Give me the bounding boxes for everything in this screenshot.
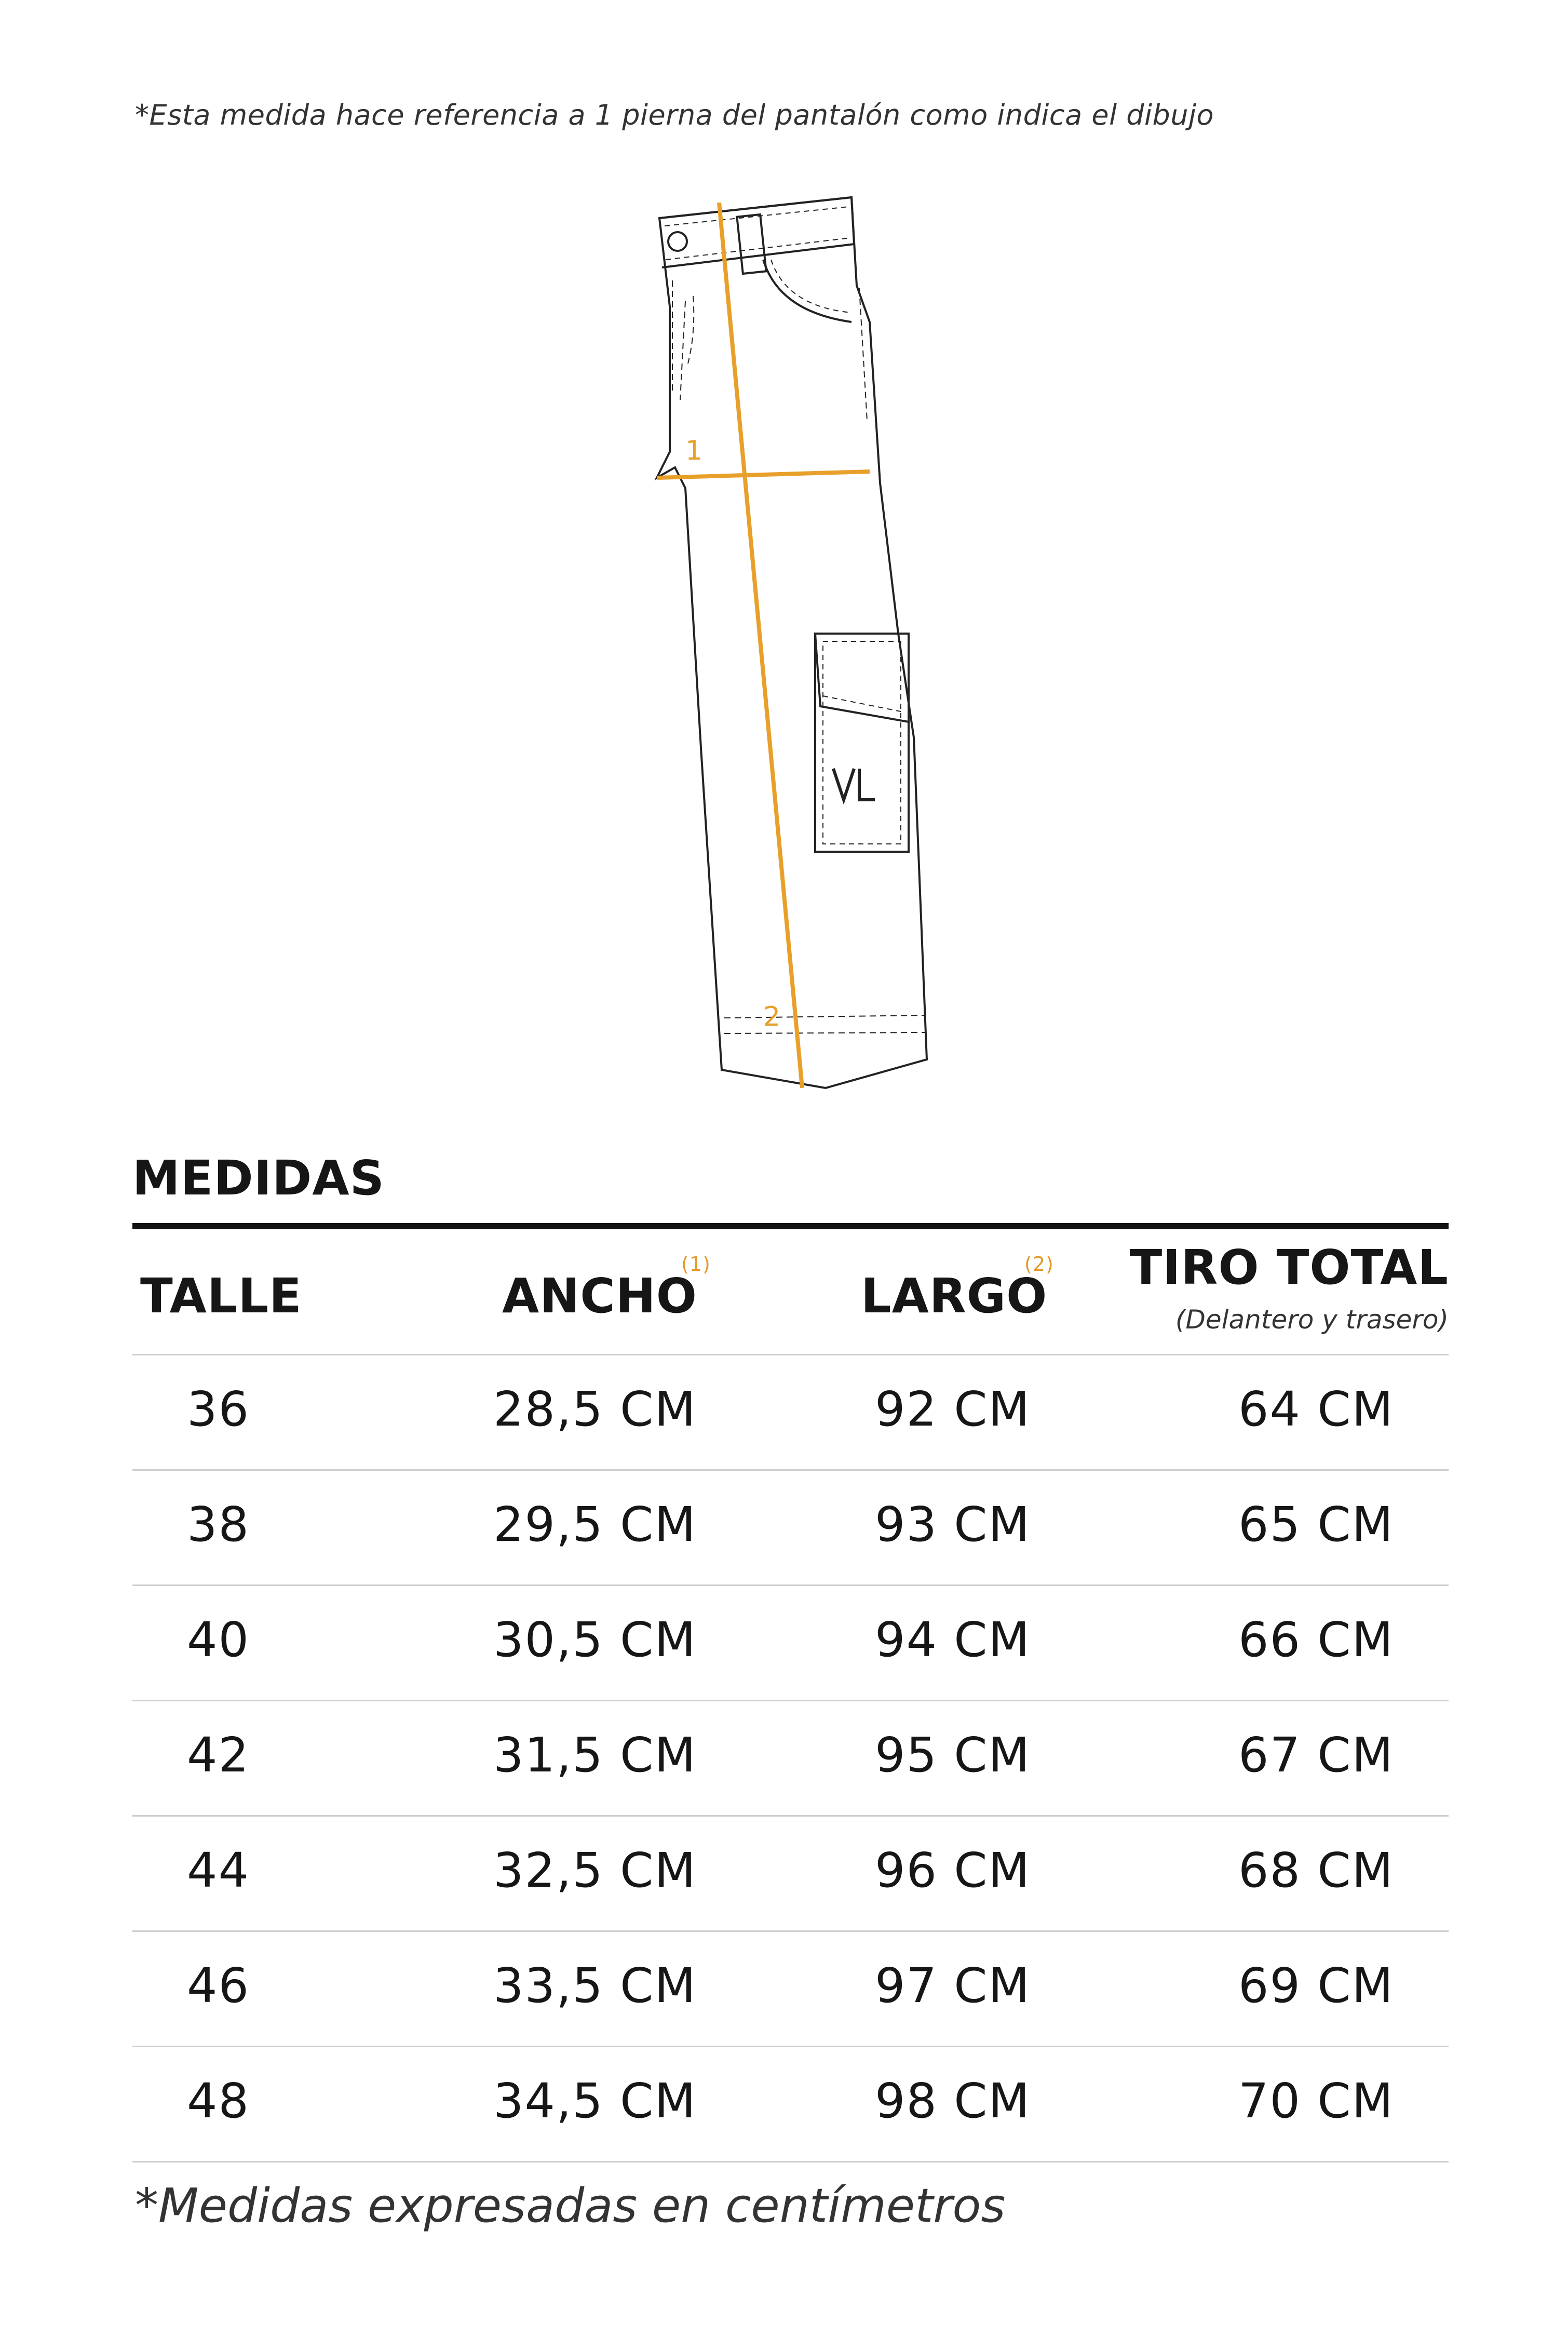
- table-top-rule: [132, 1223, 1449, 1229]
- cell-largo: 95 CM: [875, 1727, 1031, 1783]
- cell-largo: 94 CM: [875, 1612, 1031, 1668]
- ancho-ref: (1): [681, 1253, 711, 1275]
- cell-tiro: 64 CM: [1238, 1381, 1394, 1437]
- cell-tiro: 66 CM: [1238, 1612, 1394, 1668]
- section-title: MEDIDAS: [132, 1150, 385, 1206]
- footer-note: *Medidas expresadas en centímetros: [135, 2179, 1006, 2233]
- width-measure-line: [657, 472, 870, 478]
- cell-talle: 42: [187, 1727, 250, 1783]
- header-tiro-sub: (Delantero y trasero): [1175, 1305, 1449, 1335]
- length-measure-line: [719, 203, 802, 1088]
- table-row: [132, 1817, 1449, 1932]
- table-row: [132, 1701, 1449, 1817]
- table-row: [132, 2047, 1449, 2163]
- belt-loop: [737, 214, 766, 274]
- table-row: [132, 1471, 1449, 1586]
- pants-leg-diagram: [623, 177, 986, 1137]
- cell-talle: 40: [187, 1612, 250, 1668]
- button-icon: [668, 232, 687, 251]
- cell-largo: 96 CM: [875, 1843, 1031, 1898]
- cell-talle: 38: [187, 1497, 250, 1552]
- marker-1: 1: [685, 435, 703, 466]
- cell-ancho: 30,5 CM: [493, 1612, 697, 1668]
- cell-tiro: 67 CM: [1238, 1727, 1394, 1783]
- cell-tiro: 70 CM: [1238, 2073, 1394, 2129]
- table-row: [132, 1355, 1449, 1471]
- header-ancho: ANCHO (1): [502, 1253, 711, 1324]
- cell-largo: 98 CM: [875, 2073, 1031, 2129]
- marker-2: 2: [763, 1001, 781, 1032]
- cell-talle: 46: [187, 1958, 250, 2013]
- cell-ancho: 31,5 CM: [493, 1727, 697, 1783]
- cell-ancho: 33,5 CM: [493, 1958, 697, 2013]
- pants-outline: [657, 197, 927, 1088]
- table-row: [132, 1932, 1449, 2047]
- table-row: [132, 1586, 1449, 1701]
- cell-talle: 36: [187, 1381, 250, 1437]
- cargo-pocket: [815, 634, 909, 852]
- cell-talle: 48: [187, 2073, 250, 2129]
- cell-ancho: 29,5 CM: [493, 1497, 697, 1552]
- header-talle: TALLE: [140, 1268, 302, 1324]
- largo-ref: (2): [1024, 1253, 1054, 1275]
- cell-ancho: 28,5 CM: [493, 1381, 697, 1437]
- cell-largo: 93 CM: [875, 1497, 1031, 1552]
- front-pocket: [763, 260, 851, 322]
- cell-tiro: 65 CM: [1238, 1497, 1394, 1552]
- cell-ancho: 34,5 CM: [493, 2073, 697, 2129]
- table-header: [132, 1229, 1449, 1355]
- cell-tiro: 68 CM: [1238, 1843, 1394, 1898]
- pocket-flap: [815, 634, 909, 722]
- cell-talle: 44: [187, 1843, 250, 1898]
- hem: [724, 1015, 924, 1018]
- cell-largo: 97 CM: [875, 1958, 1031, 2013]
- header-largo: LARGO (2): [861, 1253, 1054, 1324]
- cell-tiro: 69 CM: [1238, 1958, 1394, 2013]
- header-tiro: TIRO TOTAL: [1129, 1240, 1449, 1295]
- size-table: [132, 1223, 1449, 2163]
- pocket-logo: [833, 769, 875, 800]
- measurement-note: *Esta medida hace referencia a 1 pierna del pantalón como indica el dibujo: [135, 99, 1214, 131]
- cell-ancho: 32,5 CM: [493, 1843, 697, 1898]
- cell-largo: 92 CM: [875, 1381, 1031, 1437]
